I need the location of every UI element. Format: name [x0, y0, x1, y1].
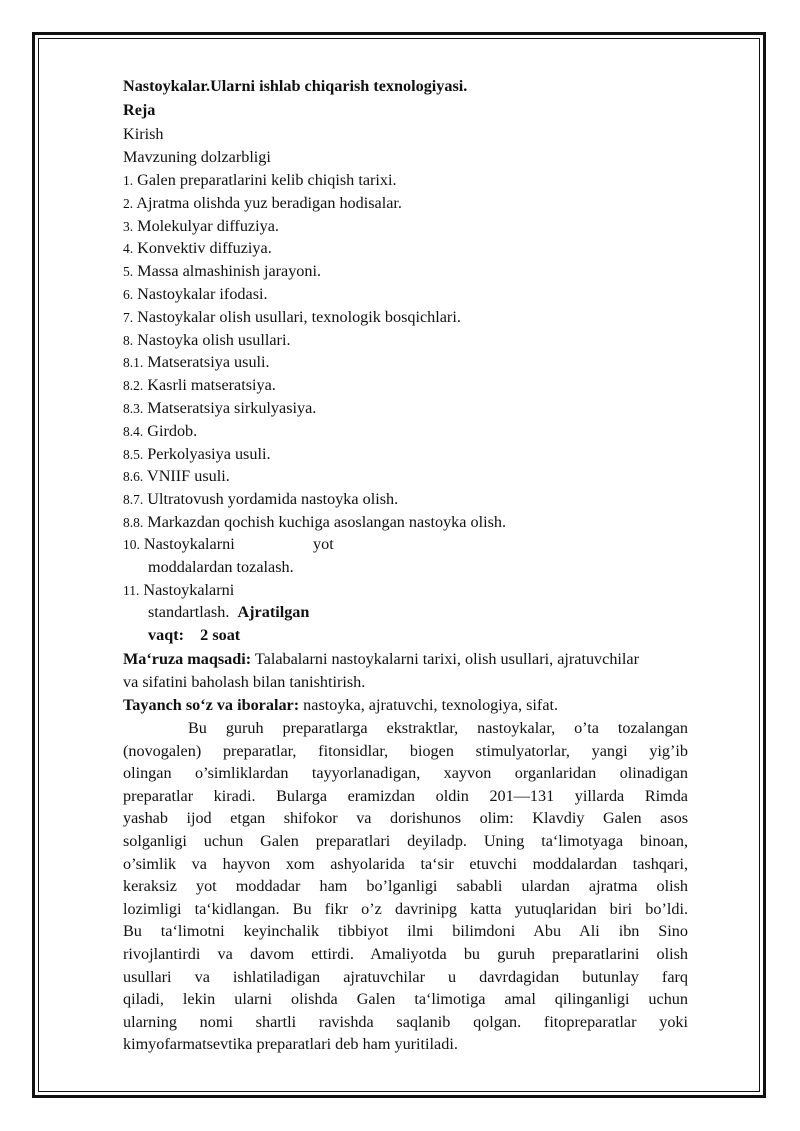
plan-item [123, 193, 402, 214]
keywords-label: Tayanch so‘z va iboralar: [123, 696, 300, 714]
body-line: Bu guruh preparatlarga ekstraktlar, nastoykalar, o’ta tozalangan [188, 719, 688, 737]
plan-item-text: Matseratsiya usuli. [147, 353, 270, 372]
plan-item-number: 2. [123, 195, 134, 211]
body-line: ularning nomi shartli ravishda saqlanib qolgan. fitopreparatlar yoki [123, 1012, 688, 1031]
plan-item [123, 261, 321, 282]
plan-item-text: moddalardan tozalash. [148, 558, 294, 576]
plan-item-number: 8.3. [123, 401, 144, 416]
keywords [123, 695, 558, 715]
plan-item [123, 330, 291, 351]
plan-item [123, 421, 197, 442]
plan-item-text: Girdob. [147, 421, 198, 440]
plan-item-number: 8.5. [123, 446, 144, 462]
plan-item [123, 375, 276, 396]
keywords-text: nastoyka, ajratuvchi, texnologiya, sifat. [303, 696, 559, 714]
plan-item-number: 4. [123, 241, 134, 257]
plan-item [123, 170, 397, 191]
plan-item-text: Konvektiv diffuziya. [137, 239, 272, 258]
plan-item-number: 8.4. [123, 423, 144, 439]
plan-item-text: yot [313, 535, 334, 553]
plan-item [123, 216, 279, 237]
plan-item-text: Nastoykalar olish usullari, texnologik bosqichlari. [137, 307, 461, 326]
document-title: Nastoykalar.Ularni ishlab chiqarish texnologiyasi. [123, 77, 468, 95]
plan-item [123, 398, 316, 419]
plan-item-number: 1. [123, 173, 134, 188]
plan-item-text: Kasrli matseratsiya. [147, 376, 276, 395]
lecture-goal [123, 649, 639, 669]
allotted-time [148, 625, 240, 645]
plan-item-number: 3. [123, 218, 134, 234]
allotted-label: Ajratilgan [237, 603, 310, 621]
body-line: olingan o’simliklardan tayyorlanadigan, xayvon organlaridan olinadigan [123, 764, 688, 783]
plan-item-10 [123, 534, 235, 555]
plan-item-text [148, 602, 309, 622]
plan-item-number: 5. [123, 264, 134, 280]
body-line: rivojlantirdi va davom ettirdi. Amaliyotda bu guruh preparatlarini olish [123, 945, 688, 963]
body-line: (novogalen) preparatlar, fitonsidlar, biogen stimulyatorlar, yangi yig’ib [123, 741, 688, 760]
time-label: vaqt: [148, 626, 184, 644]
plan-item-number: 8. [123, 332, 134, 348]
plan-item-text: Perkolyasiya usuli. [147, 444, 271, 463]
plan-item-number: 8.7. [123, 492, 144, 508]
goal-text: va sifatini baholash bilan tanishtirish. [123, 673, 366, 691]
plan-item-text: Galen preparatlarini kelib chiqish tarixi. [137, 171, 397, 189]
plan-item [123, 284, 268, 305]
plan-item-number: 8.1. [123, 355, 144, 371]
body-line: kimyofarmatsevtika preparatlari deb ham yuritiladi. [123, 1035, 458, 1054]
plan-item [123, 512, 506, 533]
plan-item-text: standartlash. [148, 603, 230, 621]
plan-item [123, 444, 271, 465]
body-line: Bu ta‘limotni keyinchalik tibbiyot ilmi bilimdoni Abu Ali ibn Sino [123, 922, 688, 941]
plan-item-number: 6. [123, 287, 134, 302]
body-line: solganligi uchun Galen preparatlari deyiladp. Uning ta‘limotyaga binoan, [123, 832, 688, 850]
goal-text: Talabalarni nastoykalarni tarixi, olish usullari, ajratuvchilar [254, 650, 639, 668]
plan-item-number: 8.6. [123, 469, 144, 485]
plan-item [123, 466, 230, 487]
intro-item: Kirish [123, 125, 164, 143]
plan-item-text: Markazdan qochish kuchiga asoslangan nastoyka olish. [147, 513, 507, 531]
plan-heading: Reja [123, 101, 156, 119]
body-line: keraksiz yot moddadar ham bo’lganligi sababli ulardan ajratma olish [123, 877, 688, 896]
plan-item-text: Ajratma olishda yuz beradigan hodisalar. [136, 193, 402, 212]
body-line: lozimligi ta‘kidlangan. Bu fikr o’z davrinipg katta yutuqlaridan biri bo’ldi. [123, 899, 688, 918]
plan-item [123, 352, 270, 373]
plan-item-number: 7. [123, 309, 134, 325]
plan-item-text: Ultratovush yordamida nastoyka olish. [147, 490, 399, 509]
plan-item-number: 8.8. [123, 515, 144, 530]
plan-item-text: Molekulyar diffuziya. [137, 216, 279, 235]
plan-item-number: 11. [123, 583, 140, 598]
plan-item [123, 238, 272, 259]
plan-item-text: Nastoykalarni [143, 535, 235, 553]
plan-item-text: Matseratsiya sirkulyasiya. [147, 399, 317, 417]
body-line: qiladi, lekin ularni olishda Galen ta‘limotiga amal qilinganligi uchun [123, 990, 688, 1009]
body-line: usullari va ishlatiladigan ajratuvchilar u davrdagidan butunlay farq [123, 967, 688, 986]
plan-item-text: Massa almashinish jarayoni. [137, 262, 322, 281]
plan-item-text: Nastoykalar ifodasi. [137, 285, 268, 303]
plan-item-11 [123, 580, 234, 601]
plan-item-number: 10. [123, 537, 140, 552]
plan-item-text: VNIIF usuli. [147, 467, 230, 486]
plan-item-number: 8.2. [123, 378, 144, 394]
plan-item-text: Nastoyka olish usullari. [137, 330, 291, 349]
body-line: o’simlik va hayvon xom ashyolarida ta‘sir etuvchi moddalardan tashqari, [123, 854, 688, 873]
plan-item-text: Nastoykalarni [143, 581, 235, 599]
body-line: preparatlar kiradi. Bularga eramizdan oldin 201—131 yillarda Rimda [123, 786, 688, 805]
plan-item [123, 307, 461, 328]
goal-label: Ma‘ruza maqsadi: [123, 650, 252, 668]
time-value: 2 soat [200, 626, 241, 644]
body-line: yashab ijod etgan shifokor va dorishunos olim: Klavdiy Galen asos [123, 809, 688, 828]
plan-item [123, 489, 398, 510]
intro-item: Mavzuning dolzarbligi [123, 148, 271, 166]
